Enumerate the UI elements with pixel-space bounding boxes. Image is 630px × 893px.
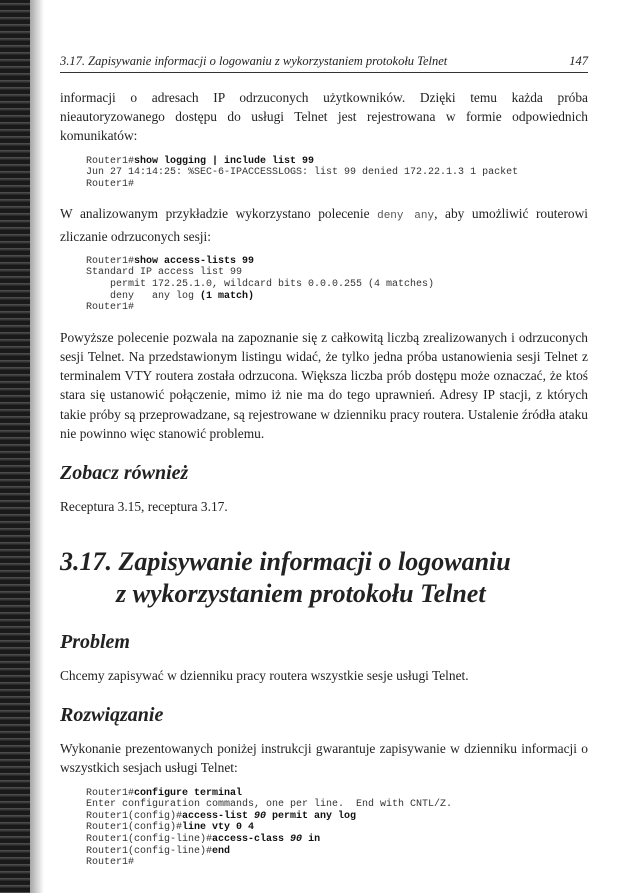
code-output-line: permit 172.25.1.0, wildcard bits 0.0.0.255 (4 matches) (86, 278, 435, 290)
code-output-match: (1 match) (200, 290, 255, 302)
paragraph-explanation: Powyższe polecenie pozwala na zapoznanie się z całkowitą liczbą zrealizowanych i odrzuconych sesji Telnet. Na przedstawionym listingu widać, że tylko jedna próba ustanowienia sesji Telnet z terminalem VTY routera została odrzucona. Większa liczba prób dostępu może oznaczać, że ktoś stara się ustanowić połączenie, mimo iż nie ma do tego uprawnień. Adresy IP stacji, z których takie próby są przeprowadzane, są rejestrowane w dzienniku pracy routera. Ustalenie źródła ataku nie powinno więc stanowić problemu. (60, 329, 588, 441)
gutter-shadow (30, 0, 44, 893)
paragraph-intro: informacji o adresach IP odrzuconych użytkowników. Dzięki temu każda próba nieautoryzowanego dostępu do usługi Telnet jest rejestrowana w formie odpowiednich komunikatów: (60, 90, 588, 144)
code-command: access-list (182, 810, 255, 822)
code-prompt: Router1(config)# (86, 810, 183, 822)
paragraph-text: , aby umożliwić routerowi zliczanie odrzuconych sesji: (60, 206, 589, 244)
code-prompt: Router1# (86, 155, 135, 167)
problem-heading: Problem (60, 630, 130, 653)
header-title: 3.17. Zapisywanie informacji o logowaniu z wykorzystaniem protokołu Telnet (60, 54, 448, 68)
code-output-line: Standard IP access list 99 (86, 267, 243, 279)
running-header (60, 54, 588, 73)
code-output-line: Jun 27 14:14:25: %SEC-6-IPACCESSLOGS: list 99 denied 172.22.1.3 1 packet (86, 167, 519, 179)
code-prompt: Router1(config-line)# (86, 845, 213, 857)
book-spine-shadow (0, 0, 30, 893)
code-command: access-class (212, 833, 291, 845)
code-output-line: deny any log (86, 290, 201, 302)
code-prompt: Router1# (86, 302, 135, 314)
code-prompt: Router1(config-line)# (86, 833, 213, 845)
inline-code-deny-any: deny any (377, 210, 435, 223)
code-command: end (212, 845, 231, 857)
solution-heading: Rozwiązanie (60, 704, 164, 727)
problem-text: Chcemy zapisywać w dzienniku pracy routera wszystkie sesje usługi Telnet. (60, 667, 469, 683)
code-command: permit any log (266, 810, 357, 822)
code-prompt: Router1# (86, 857, 135, 869)
page-number: 147 (569, 54, 588, 68)
code-prompt: Router1# (86, 178, 135, 190)
chapter-title (60, 546, 588, 610)
code-command: line vty 0 4 (182, 822, 255, 834)
page-content (60, 88, 588, 883)
code-listing-show-access-lists (86, 256, 588, 314)
chapter-title-line1: 3.17. Zapisywanie informacji o logowaniu (60, 546, 511, 576)
code-prompt: Router1(config)# (86, 822, 183, 834)
solution-text: Wykonanie prezentowanych poniżej instrukcji gwarantuje zapisywanie w dzienniku informacji o wszystkich sesjach usługi Telnet: (60, 741, 588, 776)
paragraph-text: W analizowanym przykładzie wykorzystano polecenie (60, 206, 378, 222)
code-command: show access-lists 99 (134, 255, 255, 267)
see-also-heading: Zobacz również (60, 461, 189, 484)
code-command: in (302, 833, 321, 845)
see-also-text: Receptura 3.15, receptura 3.17. (60, 498, 228, 514)
code-acl-number: 90 (290, 833, 303, 845)
code-command: configure terminal (134, 787, 243, 799)
code-listing-show-logging (86, 156, 588, 191)
code-output-line: Enter configuration commands, one per line. End with CNTL/Z. (86, 799, 453, 811)
code-prompt: Router1# (86, 787, 135, 799)
code-command: show logging | include list 99 (134, 155, 315, 167)
chapter-title-line2: z wykorzystaniem protokołu Telnet (116, 578, 486, 608)
code-listing-configure (86, 788, 588, 869)
code-acl-number: 90 (254, 810, 267, 822)
paragraph-deny-any (60, 204, 588, 245)
code-prompt: Router1# (86, 255, 135, 267)
